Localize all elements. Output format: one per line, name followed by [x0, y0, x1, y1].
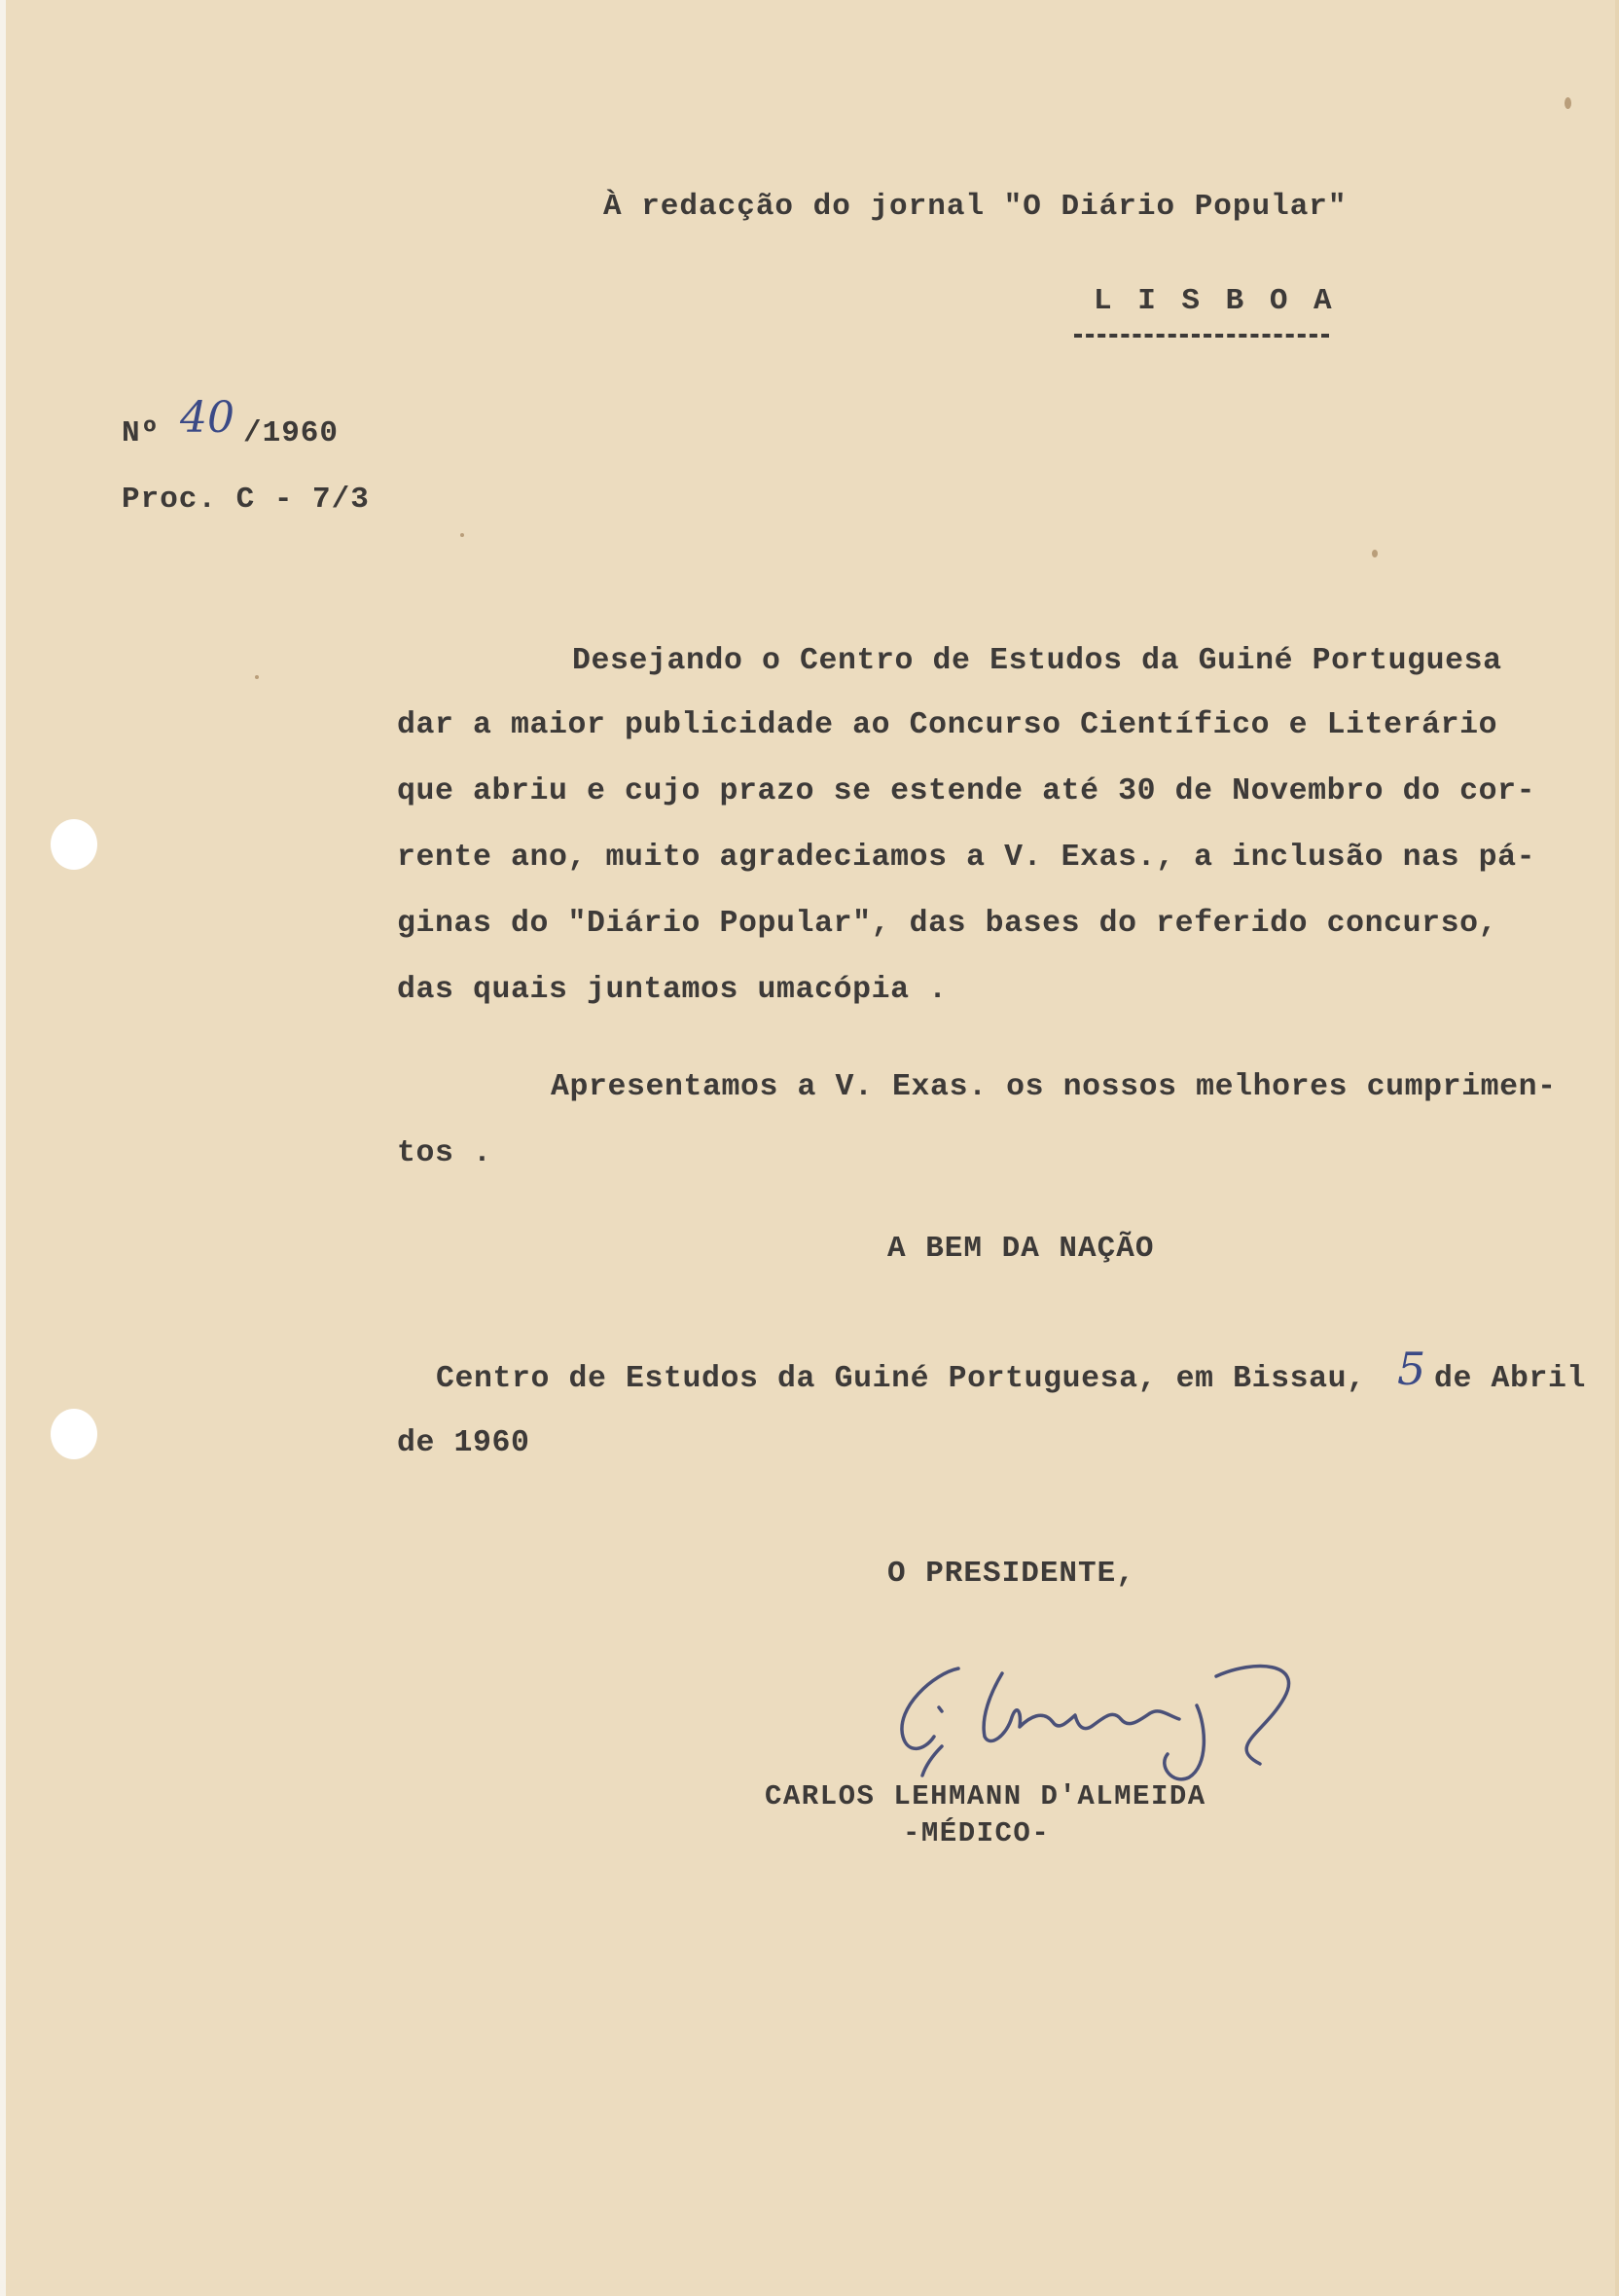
letter-number-suffix: /1960	[243, 416, 340, 450]
paper-speck	[460, 533, 464, 537]
body-line: rente ano, muito agradeciamos a V. Exas., a inclusão nas pá-	[397, 841, 1536, 875]
city-underline	[1074, 334, 1329, 338]
closing-line: tos .	[397, 1136, 492, 1170]
closing-line: Apresentamos a V. Exas. os nossos melhores cumprimen-	[551, 1070, 1557, 1104]
paper-speck	[1372, 550, 1378, 557]
body-line: das quais juntamos umacópia .	[397, 973, 948, 1007]
signatory-name: CARLOS LEHMANN D'ALMEIDA	[765, 1780, 1206, 1812]
punch-hole-lower	[51, 1409, 97, 1459]
signatory-title: O PRESIDENTE,	[887, 1557, 1135, 1591]
paper-speck	[255, 675, 259, 679]
paper-edge-right	[1615, 0, 1619, 2296]
body-line: dar a maior publicidade ao Concurso Científico e Literário	[397, 708, 1498, 742]
place-date-line: Centro de Estudos da Guiné Portuguesa, em Bissau,	[436, 1362, 1366, 1396]
place-date-year: de 1960	[397, 1426, 530, 1460]
place-date-day-handwritten: 5	[1397, 1343, 1426, 1395]
recipient-line: À redacção do jornal "O Diário Popular"	[603, 190, 1348, 224]
recipient-city: L I S B O A	[1094, 284, 1336, 318]
letter-number-prefix: Nº	[122, 416, 161, 450]
body-line: Desejando o Centro de Estudos da Guiné Portuguesa	[572, 644, 1502, 678]
signatory-role: -MÉDICO-	[903, 1817, 1051, 1849]
process-reference: Proc. C - 7/3	[122, 483, 370, 517]
body-line: ginas do "Diário Popular", das bases do referido concurso,	[397, 907, 1498, 941]
paper-edge-left	[0, 0, 6, 2296]
motto: A BEM DA NAÇÃO	[887, 1232, 1155, 1266]
body-line: que abriu e cujo prazo se estende até 30 de Novembro do cor-	[397, 774, 1536, 808]
letter-number-handwritten: 40	[180, 393, 234, 443]
handwritten-signature	[876, 1639, 1401, 1785]
paper-speck	[1565, 97, 1571, 109]
place-date-month: de Abril	[1434, 1362, 1587, 1396]
punch-hole-upper	[51, 819, 97, 870]
